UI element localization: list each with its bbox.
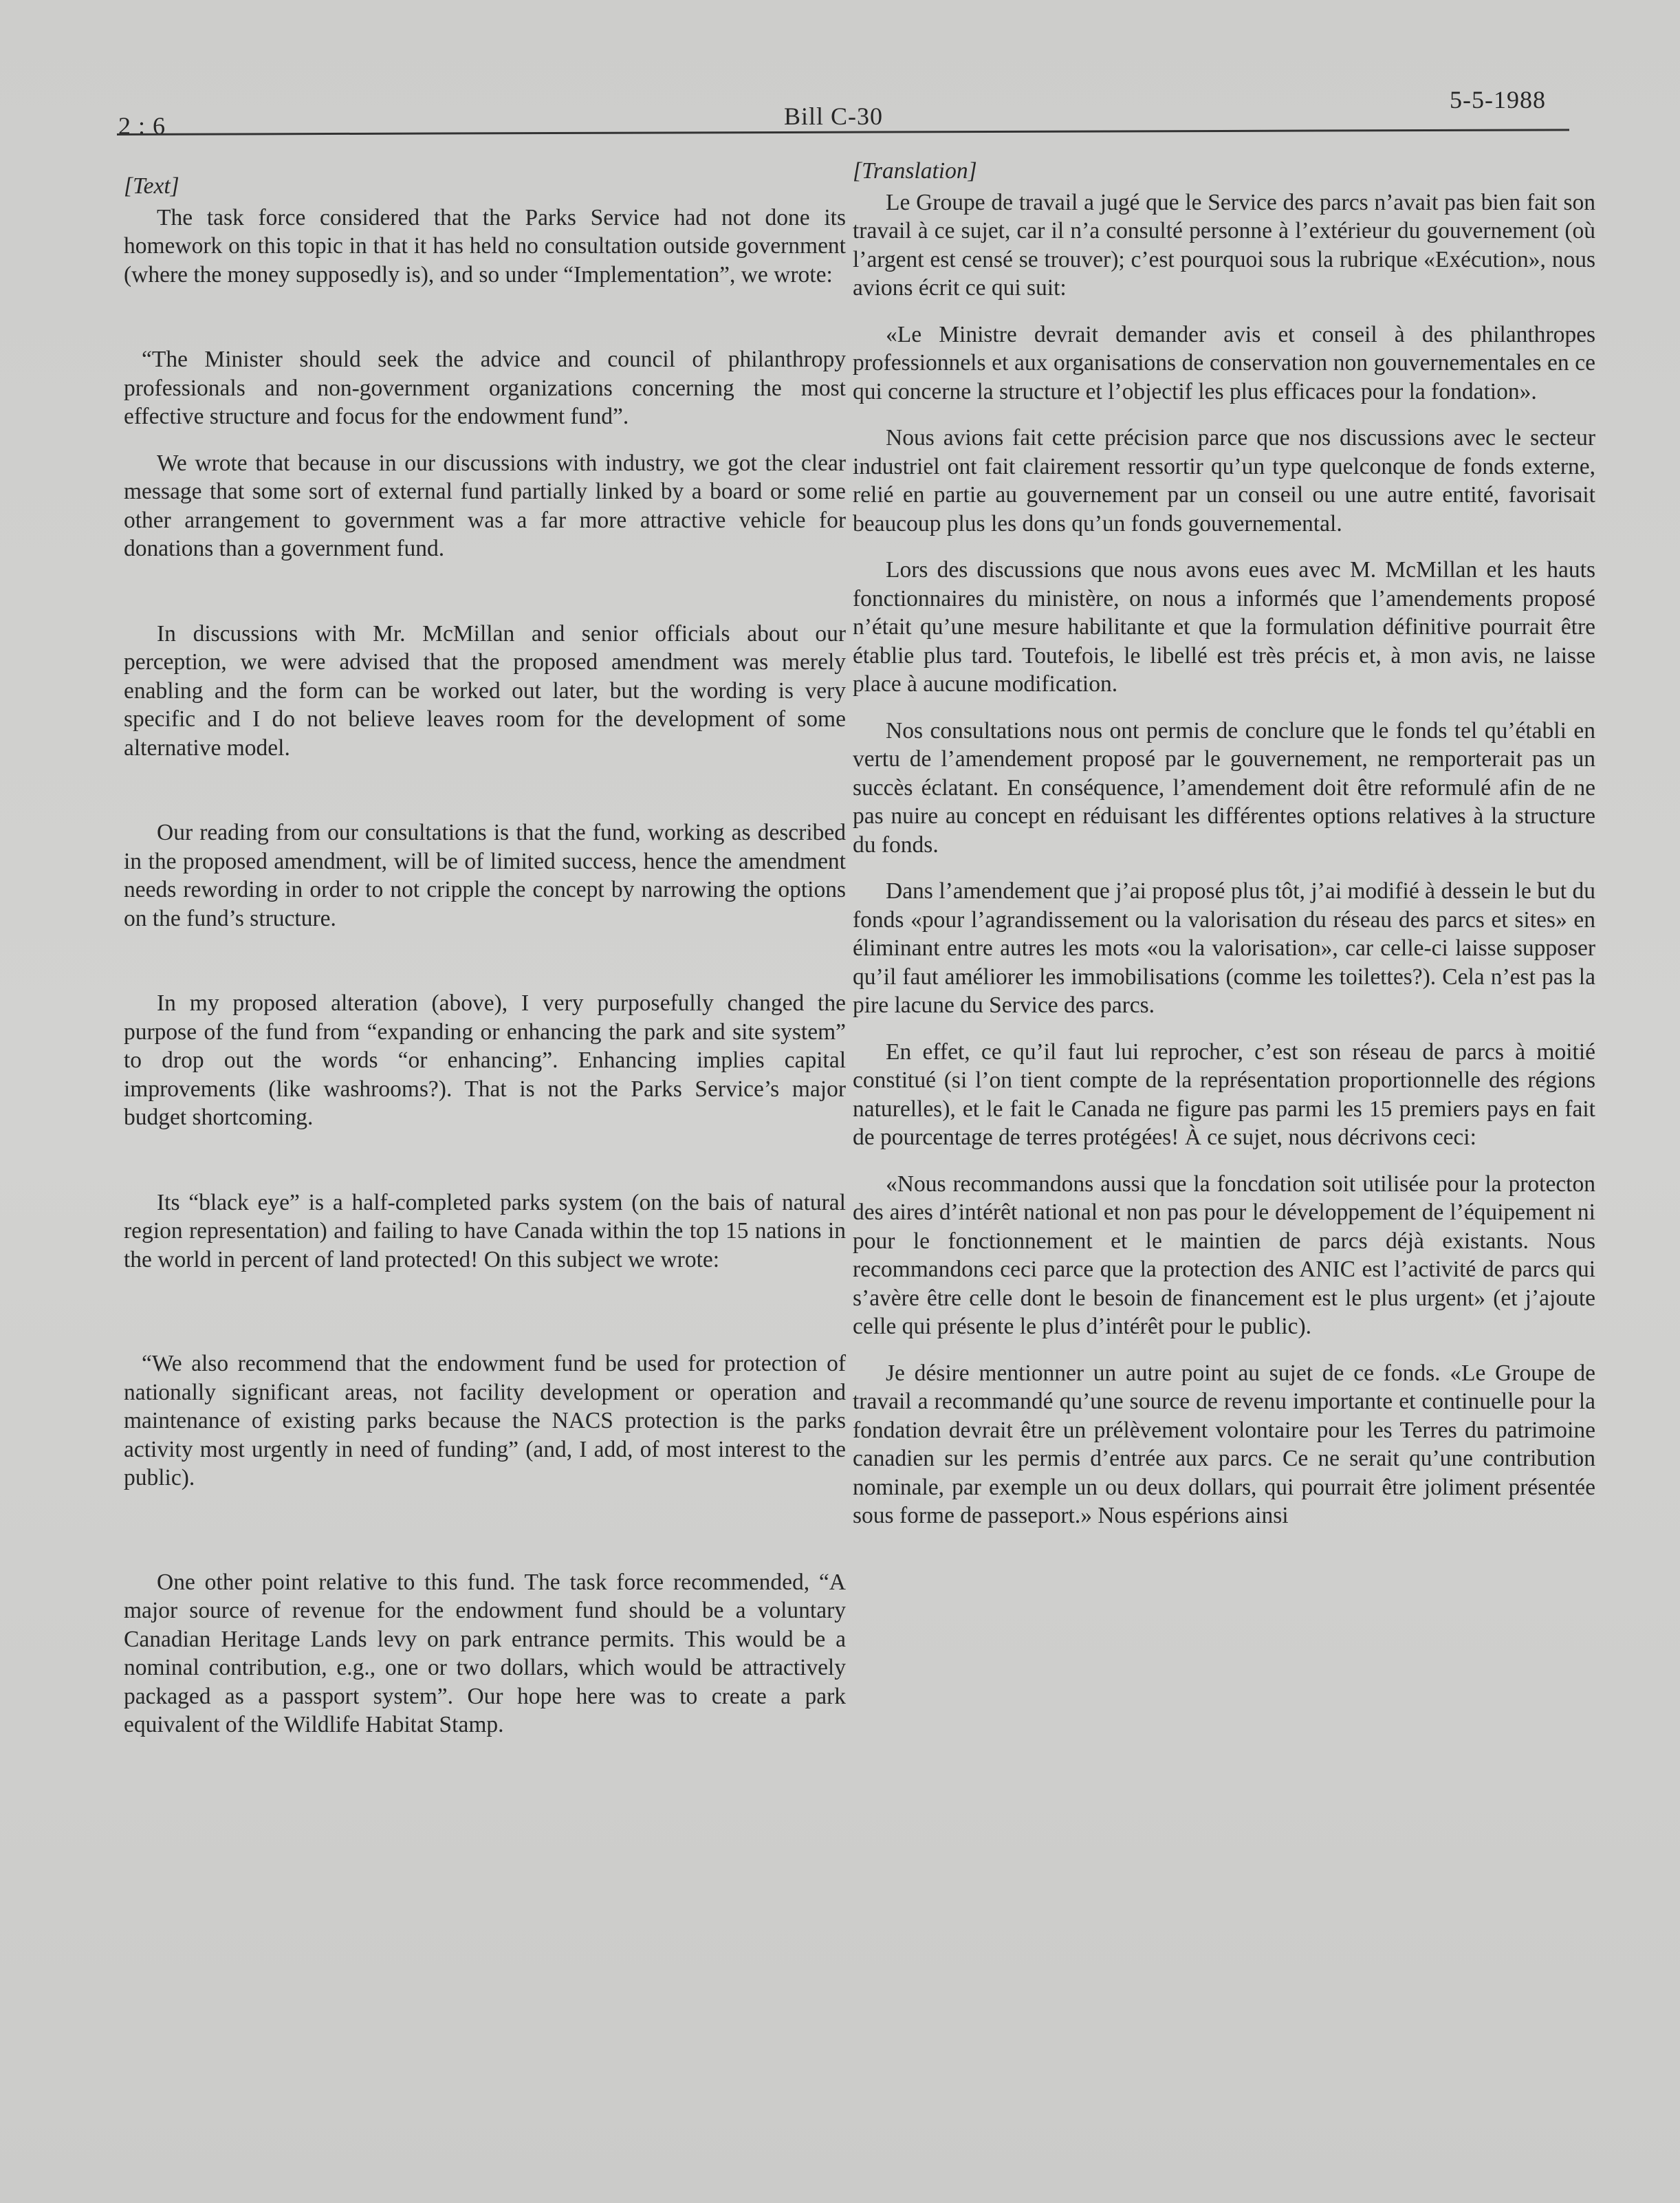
paragraph: In my proposed alteration (above), I very purposefully changed the purpose of the fund from “expanding or enhancing the park and site system” to drop out the words “or enhancing”. Enhancing implies capital improvements (like washrooms?). That is not the Parks Service’s major budget shortcoming. (124, 990, 846, 1130)
paragraph: One other point relative to this fund. The task force recommended, “A major source of revenue for the endowment fund should be a voluntary Canadian Heritage Lands levy on park entrance permits. This would be a nominal contribution, e.g., one or two dollars, which would be attractively packaged as a passport system”. Our hope here was to create a park equivalent of the Wildlife Habitat Stamp. (124, 1569, 846, 1737)
english-text-column (124, 172, 846, 1739)
page-number: 2 : 6 (118, 112, 166, 140)
document-date: 5-5-1988 (1450, 86, 1546, 113)
paragraph: We wrote that because in our discussions with industry, we got the clear message that some sort of external fund partially linked by a board or some other arrangement to government was a far more attractive vehicle for donations than a government fund. (124, 450, 846, 561)
bill-title: Bill C-30 (784, 102, 884, 130)
paragraph: Le Groupe de travail a jugé que le Service des parcs n’avait pas bien fait son travail à ce sujet, car il n’a consulté personne à l’extérieur du gouvernement (où l’argent est censé se trouver); c’est pourquoi sous la rubrique «Exécution», nous avions écrit ce qui suit: (853, 189, 1595, 301)
paragraph: Dans l’amendement que j’ai proposé plus tôt, j’ai modifié à dessein le but du fonds «pour l’agrandissement ou la valorisation du réseau des parcs et sites» en éliminant entre autres les mots «ou la valorisation», car celle-ci laisse supposer qu’il faut améliorer les immobilisations (comme les toilettes?). Cela n’est pas la pire lacune du Service des parcs. (853, 878, 1595, 1018)
paragraph: The task force considered that the Parks Service had not done its homework on this topic in that it has held no consultation outside government (where the money supposedly is), and so under “Implementation”, we wrote: (124, 204, 846, 287)
quotation-paragraph: “We also recommend that the endowment fund be used for protection of nationally significant areas, not facility development or operation and maintenance of existing parks because the NACS protection is the parks activity most urgently in need of funding” (and, I add, of most interest to the public). (124, 1351, 846, 1490)
paragraph: Je désire mentionner un autre point au sujet de ce fonds. «Le Groupe de travail a recommandé qu’une source de revenu importante et continuelle pour la fondation devrait être un prélèvement volontaire pour les Terres du patrimoine canadien sur les permis d’entrée aux parcs. Ce ne serait qu’une contribution nominale, par exemple un ou deux dollars, qui pourrait être joliment présentée sous forme de passeport.» Nous espérions ainsi (853, 1360, 1595, 1528)
paragraph: Our reading from our consultations is that the fund, working as described in the proposed amendment, will be of limited success, hence the amendment needs rewording in order to not cripple the concept by narrowing the options on the fund’s structure. (124, 820, 846, 931)
text-label: [Text] (124, 173, 179, 199)
paragraph: Nos consultations nous ont permis de conclure que le fonds tel qu’établi en vertu de l’amendement proposé par le gouvernement, ne remporterait pas un succès éclatant. En conséquence, l’amendement doit être reformulé afin de ne pas nuire au concept en réduisant les différentes options relatives à la structure du fonds. (853, 717, 1595, 858)
paragraph: Its “black eye” is a half-completed parks system (on the bais of natural region representation) and failing to have Canada within the top 15 nations in the world in percent of land protected! On this subject we wrote: (124, 1189, 846, 1272)
quotation-paragraph: «Le Ministre devrait demander avis et conseil à des philanthropes professionnels et aux organisations de conservation non gouvernementales en ce qui concerne la structure et l’objectif les plus efficaces pour la fondation». (853, 321, 1595, 404)
french-translation-column (853, 157, 1595, 1530)
paragraph: Lors des discussions que nous avons eues avec M. McMillan et les hauts fonctionnaires du ministère, on nous a informés que l’amendements proposé n’était qu’une mesure habilitante et que la formulation définitive pourrait être établie plus tard. Toutefois, le libellé est très précis et, à mon avis, ne laisse place à aucune modification. (853, 557, 1595, 697)
quotation-paragraph: «Nous recommandons aussi que la foncdation soit utilisée pour la protecton des aires d’intérêt national et non pas pour le développement de l’équipement ni pour le fonctionnement et le maintien de parcs déjà existants. Nous recommandons ceci parce que la protection des ANIC est l’activité de parcs qui s’avère être celle dont le besoin de financement est le plus urgent» (et j’ajoute celle qui présente le plus d’intérêt pour le public). (853, 1171, 1595, 1339)
quotation-paragraph: “The Minister should seek the advice and council of philanthropy professionals and non-government organizations concerning the most effective structure and focus for the endowment fund”. (124, 347, 846, 429)
paragraph: En effet, ce qu’il faut lui reprocher, c’est son réseau de parcs à moitié constitué (si l’on tient compte de la représentation proportionnelle des régions naturelles), et le fait le Canada ne figure pas parmi les 15 premiers pays en fait de pourcentage de terres protégées! À ce sujet, nous décrivons ceci: (853, 1039, 1595, 1150)
translation-label: [Translation] (853, 158, 977, 184)
paragraph: In discussions with Mr. McMillan and senior officials about our perception, we were advised that the proposed amendment was merely enabling and the form can be worked out later, but the wording is very specific and I do not believe leaves room for the development of some alternative model. (124, 620, 846, 761)
paragraph: Nous avions fait cette précision parce que nos discussions avec le secteur industriel ont fait clairement ressortir qu’un type quelconque de fonds externe, relié en partie au gouvernement par un conseil ou une autre entité, favorisait beaucoup plus les dons qu’un fonds gouvernemental. (853, 425, 1595, 536)
